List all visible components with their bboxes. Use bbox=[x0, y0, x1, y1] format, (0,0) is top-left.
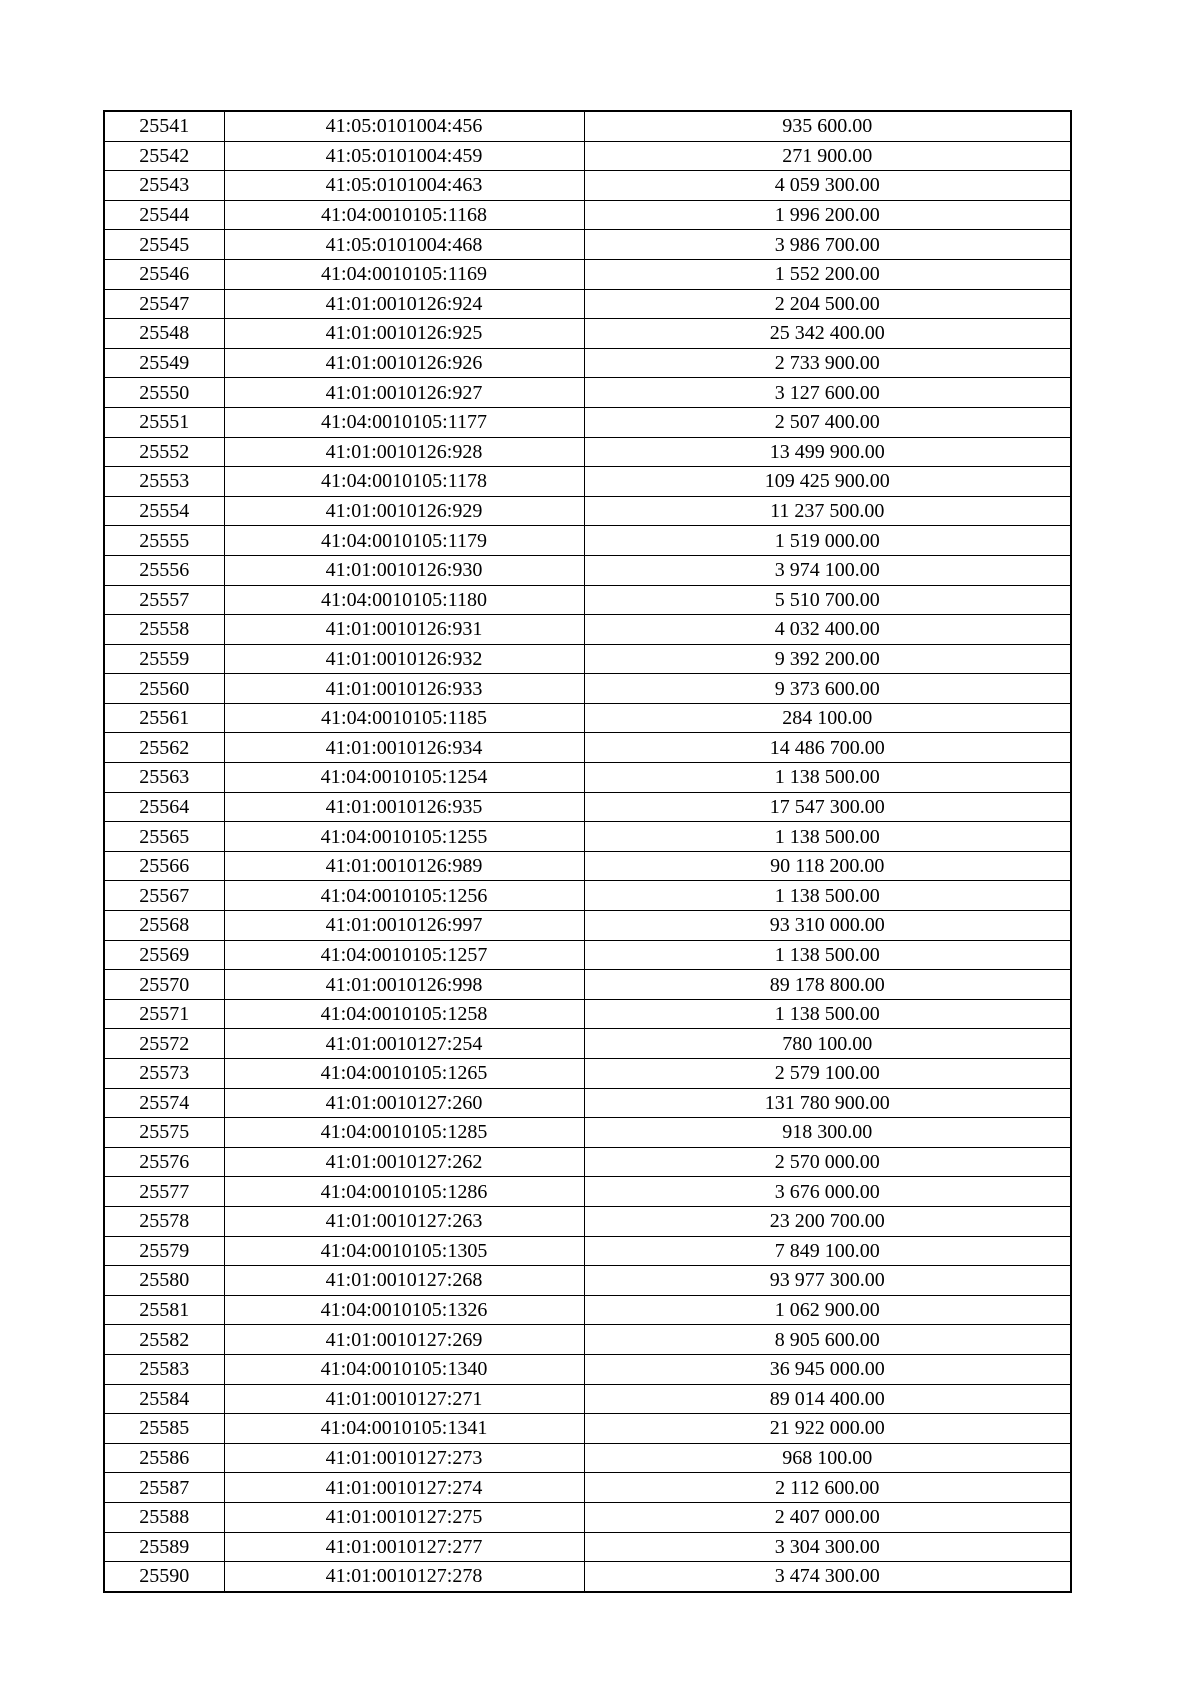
cadastral-number-cell: 41:04:0010105:1185 bbox=[224, 703, 584, 733]
table-row bbox=[104, 1562, 1071, 1592]
cadastral-number-cell: 41:01:0010126:924 bbox=[224, 289, 584, 319]
value-cell: 9 373 600.00 bbox=[584, 674, 1071, 704]
table-row bbox=[104, 437, 1071, 467]
value-cell: 968 100.00 bbox=[584, 1443, 1071, 1473]
table-row bbox=[104, 1384, 1071, 1414]
value-cell: 1 552 200.00 bbox=[584, 259, 1071, 289]
row-number-cell: 25580 bbox=[104, 1266, 224, 1296]
table-row bbox=[104, 111, 1071, 141]
value-cell: 1 519 000.00 bbox=[584, 526, 1071, 556]
value-cell: 2 579 100.00 bbox=[584, 1059, 1071, 1089]
cadastral-number-cell: 41:04:0010105:1326 bbox=[224, 1295, 584, 1325]
table-row bbox=[104, 407, 1071, 437]
value-cell: 14 486 700.00 bbox=[584, 733, 1071, 763]
value-cell: 2 733 900.00 bbox=[584, 348, 1071, 378]
value-cell: 8 905 600.00 bbox=[584, 1325, 1071, 1355]
table-row bbox=[104, 881, 1071, 911]
table-row bbox=[104, 200, 1071, 230]
row-number-cell: 25560 bbox=[104, 674, 224, 704]
value-cell: 25 342 400.00 bbox=[584, 319, 1071, 349]
table-row bbox=[104, 1295, 1071, 1325]
cadastral-number-cell: 41:01:0010126:933 bbox=[224, 674, 584, 704]
table-row bbox=[104, 141, 1071, 171]
cadastral-number-cell: 41:01:0010127:275 bbox=[224, 1502, 584, 1532]
value-cell: 5 510 700.00 bbox=[584, 585, 1071, 615]
value-cell: 3 986 700.00 bbox=[584, 230, 1071, 260]
value-cell: 93 310 000.00 bbox=[584, 911, 1071, 941]
cadastral-number-cell: 41:01:0010127:277 bbox=[224, 1532, 584, 1562]
cadastral-number-cell: 41:01:0010126:927 bbox=[224, 378, 584, 408]
value-cell: 2 112 600.00 bbox=[584, 1473, 1071, 1503]
value-cell: 2 570 000.00 bbox=[584, 1147, 1071, 1177]
value-cell: 1 138 500.00 bbox=[584, 940, 1071, 970]
value-cell: 1 138 500.00 bbox=[584, 763, 1071, 793]
row-number-cell: 25587 bbox=[104, 1473, 224, 1503]
row-number-cell: 25577 bbox=[104, 1177, 224, 1207]
value-cell: 1 138 500.00 bbox=[584, 881, 1071, 911]
cadastral-number-cell: 41:01:0010127:262 bbox=[224, 1147, 584, 1177]
value-cell: 3 474 300.00 bbox=[584, 1562, 1071, 1592]
row-number-cell: 25586 bbox=[104, 1443, 224, 1473]
cadastral-number-cell: 41:01:0010127:260 bbox=[224, 1088, 584, 1118]
table-row bbox=[104, 1088, 1071, 1118]
row-number-cell: 25566 bbox=[104, 851, 224, 881]
row-number-cell: 25562 bbox=[104, 733, 224, 763]
value-cell: 17 547 300.00 bbox=[584, 792, 1071, 822]
row-number-cell: 25575 bbox=[104, 1118, 224, 1148]
table-row bbox=[104, 1029, 1071, 1059]
cadastral-number-cell: 41:04:0010105:1177 bbox=[224, 407, 584, 437]
table-row bbox=[104, 792, 1071, 822]
table-row bbox=[104, 1473, 1071, 1503]
cadastral-number-cell: 41:04:0010105:1340 bbox=[224, 1354, 584, 1384]
cadastral-number-cell: 41:05:0101004:456 bbox=[224, 111, 584, 141]
cadastral-number-cell: 41:05:0101004:468 bbox=[224, 230, 584, 260]
value-cell: 131 780 900.00 bbox=[584, 1088, 1071, 1118]
table-row bbox=[104, 999, 1071, 1029]
row-number-cell: 25541 bbox=[104, 111, 224, 141]
value-cell: 271 900.00 bbox=[584, 141, 1071, 171]
cadastral-number-cell: 41:04:0010105:1341 bbox=[224, 1414, 584, 1444]
row-number-cell: 25553 bbox=[104, 467, 224, 497]
row-number-cell: 25556 bbox=[104, 555, 224, 585]
value-cell: 89 178 800.00 bbox=[584, 970, 1071, 1000]
table-row bbox=[104, 1206, 1071, 1236]
row-number-cell: 25583 bbox=[104, 1354, 224, 1384]
row-number-cell: 25543 bbox=[104, 171, 224, 201]
table-row bbox=[104, 1354, 1071, 1384]
table-row bbox=[104, 733, 1071, 763]
cadastral-number-cell: 41:04:0010105:1258 bbox=[224, 999, 584, 1029]
cadastral-number-cell: 41:01:0010127:268 bbox=[224, 1266, 584, 1296]
row-number-cell: 25548 bbox=[104, 319, 224, 349]
table-row bbox=[104, 1502, 1071, 1532]
row-number-cell: 25549 bbox=[104, 348, 224, 378]
value-cell: 13 499 900.00 bbox=[584, 437, 1071, 467]
row-number-cell: 25565 bbox=[104, 822, 224, 852]
table-row bbox=[104, 615, 1071, 645]
cadastral-number-cell: 41:01:0010126:929 bbox=[224, 496, 584, 526]
row-number-cell: 25557 bbox=[104, 585, 224, 615]
row-number-cell: 25574 bbox=[104, 1088, 224, 1118]
table-row bbox=[104, 259, 1071, 289]
value-cell: 1 138 500.00 bbox=[584, 822, 1071, 852]
row-number-cell: 25567 bbox=[104, 881, 224, 911]
value-cell: 23 200 700.00 bbox=[584, 1206, 1071, 1236]
cadastral-number-cell: 41:01:0010127:274 bbox=[224, 1473, 584, 1503]
cadastral-number-cell: 41:04:0010105:1265 bbox=[224, 1059, 584, 1089]
table-row bbox=[104, 1177, 1071, 1207]
cadastral-number-cell: 41:01:0010126:998 bbox=[224, 970, 584, 1000]
cadastral-number-cell: 41:01:0010127:263 bbox=[224, 1206, 584, 1236]
table-row bbox=[104, 1532, 1071, 1562]
table-row bbox=[104, 1147, 1071, 1177]
table-row bbox=[104, 1266, 1071, 1296]
cadastral-number-cell: 41:04:0010105:1168 bbox=[224, 200, 584, 230]
value-cell: 36 945 000.00 bbox=[584, 1354, 1071, 1384]
table-row bbox=[104, 496, 1071, 526]
value-cell: 2 507 400.00 bbox=[584, 407, 1071, 437]
table-row bbox=[104, 644, 1071, 674]
table-row bbox=[104, 822, 1071, 852]
row-number-cell: 25554 bbox=[104, 496, 224, 526]
cadastral-number-cell: 41:01:0010127:269 bbox=[224, 1325, 584, 1355]
cadastral-number-cell: 41:01:0010126:931 bbox=[224, 615, 584, 645]
cadastral-number-cell: 41:04:0010105:1286 bbox=[224, 1177, 584, 1207]
value-cell: 9 392 200.00 bbox=[584, 644, 1071, 674]
row-number-cell: 25581 bbox=[104, 1295, 224, 1325]
row-number-cell: 25584 bbox=[104, 1384, 224, 1414]
row-number-cell: 25555 bbox=[104, 526, 224, 556]
table-row bbox=[104, 230, 1071, 260]
table-row bbox=[104, 940, 1071, 970]
row-number-cell: 25579 bbox=[104, 1236, 224, 1266]
cadastral-number-cell: 41:04:0010105:1169 bbox=[224, 259, 584, 289]
row-number-cell: 25582 bbox=[104, 1325, 224, 1355]
cadastral-number-cell: 41:04:0010105:1180 bbox=[224, 585, 584, 615]
row-number-cell: 25545 bbox=[104, 230, 224, 260]
row-number-cell: 25542 bbox=[104, 141, 224, 171]
table-row bbox=[104, 674, 1071, 704]
row-number-cell: 25573 bbox=[104, 1059, 224, 1089]
row-number-cell: 25558 bbox=[104, 615, 224, 645]
value-cell: 89 014 400.00 bbox=[584, 1384, 1071, 1414]
table-row bbox=[104, 851, 1071, 881]
row-number-cell: 25589 bbox=[104, 1532, 224, 1562]
row-number-cell: 25576 bbox=[104, 1147, 224, 1177]
table-row bbox=[104, 911, 1071, 941]
row-number-cell: 25569 bbox=[104, 940, 224, 970]
table-row bbox=[104, 1236, 1071, 1266]
cadastral-number-cell: 41:01:0010126:930 bbox=[224, 555, 584, 585]
table-row bbox=[104, 703, 1071, 733]
table-row bbox=[104, 1059, 1071, 1089]
value-cell: 780 100.00 bbox=[584, 1029, 1071, 1059]
row-number-cell: 25544 bbox=[104, 200, 224, 230]
value-cell: 109 425 900.00 bbox=[584, 467, 1071, 497]
table-row bbox=[104, 1443, 1071, 1473]
row-number-cell: 25571 bbox=[104, 999, 224, 1029]
table-row bbox=[104, 970, 1071, 1000]
value-cell: 3 974 100.00 bbox=[584, 555, 1071, 585]
value-cell: 7 849 100.00 bbox=[584, 1236, 1071, 1266]
cadastral-number-cell: 41:01:0010127:273 bbox=[224, 1443, 584, 1473]
cadastral-number-cell: 41:01:0010126:935 bbox=[224, 792, 584, 822]
value-cell: 3 304 300.00 bbox=[584, 1532, 1071, 1562]
value-cell: 4 059 300.00 bbox=[584, 171, 1071, 201]
row-number-cell: 25564 bbox=[104, 792, 224, 822]
table-row bbox=[104, 378, 1071, 408]
row-number-cell: 25561 bbox=[104, 703, 224, 733]
cadastral-value-table bbox=[103, 110, 1072, 1593]
value-cell: 1 996 200.00 bbox=[584, 200, 1071, 230]
cadastral-number-cell: 41:01:0010126:932 bbox=[224, 644, 584, 674]
cadastral-number-cell: 41:04:0010105:1179 bbox=[224, 526, 584, 556]
cadastral-number-cell: 41:05:0101004:459 bbox=[224, 141, 584, 171]
row-number-cell: 25568 bbox=[104, 911, 224, 941]
table-row bbox=[104, 467, 1071, 497]
cadastral-number-cell: 41:04:0010105:1254 bbox=[224, 763, 584, 793]
table-row bbox=[104, 289, 1071, 319]
cadastral-number-cell: 41:01:0010127:254 bbox=[224, 1029, 584, 1059]
table-row bbox=[104, 171, 1071, 201]
cadastral-number-cell: 41:01:0010126:989 bbox=[224, 851, 584, 881]
cadastral-number-cell: 41:04:0010105:1257 bbox=[224, 940, 584, 970]
row-number-cell: 25590 bbox=[104, 1562, 224, 1592]
cadastral-number-cell: 41:01:0010126:928 bbox=[224, 437, 584, 467]
value-cell: 90 118 200.00 bbox=[584, 851, 1071, 881]
row-number-cell: 25585 bbox=[104, 1414, 224, 1444]
cadastral-number-cell: 41:04:0010105:1178 bbox=[224, 467, 584, 497]
table-body bbox=[104, 111, 1071, 1592]
row-number-cell: 25546 bbox=[104, 259, 224, 289]
value-cell: 2 407 000.00 bbox=[584, 1502, 1071, 1532]
value-cell: 1 062 900.00 bbox=[584, 1295, 1071, 1325]
row-number-cell: 25570 bbox=[104, 970, 224, 1000]
cadastral-number-cell: 41:01:0010126:934 bbox=[224, 733, 584, 763]
table-row bbox=[104, 1325, 1071, 1355]
value-cell: 3 127 600.00 bbox=[584, 378, 1071, 408]
cadastral-number-cell: 41:01:0010127:278 bbox=[224, 1562, 584, 1592]
value-cell: 4 032 400.00 bbox=[584, 615, 1071, 645]
row-number-cell: 25588 bbox=[104, 1502, 224, 1532]
value-cell: 1 138 500.00 bbox=[584, 999, 1071, 1029]
value-cell: 11 237 500.00 bbox=[584, 496, 1071, 526]
row-number-cell: 25559 bbox=[104, 644, 224, 674]
table-row bbox=[104, 348, 1071, 378]
row-number-cell: 25572 bbox=[104, 1029, 224, 1059]
table-row bbox=[104, 319, 1071, 349]
cadastral-number-cell: 41:01:0010127:271 bbox=[224, 1384, 584, 1414]
cadastral-number-cell: 41:05:0101004:463 bbox=[224, 171, 584, 201]
cadastral-number-cell: 41:04:0010105:1256 bbox=[224, 881, 584, 911]
row-number-cell: 25578 bbox=[104, 1206, 224, 1236]
value-cell: 918 300.00 bbox=[584, 1118, 1071, 1148]
row-number-cell: 25547 bbox=[104, 289, 224, 319]
row-number-cell: 25550 bbox=[104, 378, 224, 408]
data-table-container bbox=[103, 110, 1072, 1593]
cadastral-number-cell: 41:04:0010105:1305 bbox=[224, 1236, 584, 1266]
table-row bbox=[104, 585, 1071, 615]
table-row bbox=[104, 555, 1071, 585]
cadastral-number-cell: 41:04:0010105:1255 bbox=[224, 822, 584, 852]
value-cell: 2 204 500.00 bbox=[584, 289, 1071, 319]
row-number-cell: 25551 bbox=[104, 407, 224, 437]
table-row bbox=[104, 1414, 1071, 1444]
row-number-cell: 25563 bbox=[104, 763, 224, 793]
table-row bbox=[104, 763, 1071, 793]
row-number-cell: 25552 bbox=[104, 437, 224, 467]
value-cell: 935 600.00 bbox=[584, 111, 1071, 141]
value-cell: 93 977 300.00 bbox=[584, 1266, 1071, 1296]
cadastral-number-cell: 41:01:0010126:925 bbox=[224, 319, 584, 349]
cadastral-number-cell: 41:01:0010126:926 bbox=[224, 348, 584, 378]
cadastral-number-cell: 41:04:0010105:1285 bbox=[224, 1118, 584, 1148]
cadastral-number-cell: 41:01:0010126:997 bbox=[224, 911, 584, 941]
value-cell: 21 922 000.00 bbox=[584, 1414, 1071, 1444]
table-row bbox=[104, 1118, 1071, 1148]
value-cell: 3 676 000.00 bbox=[584, 1177, 1071, 1207]
table-row bbox=[104, 526, 1071, 556]
value-cell: 284 100.00 bbox=[584, 703, 1071, 733]
